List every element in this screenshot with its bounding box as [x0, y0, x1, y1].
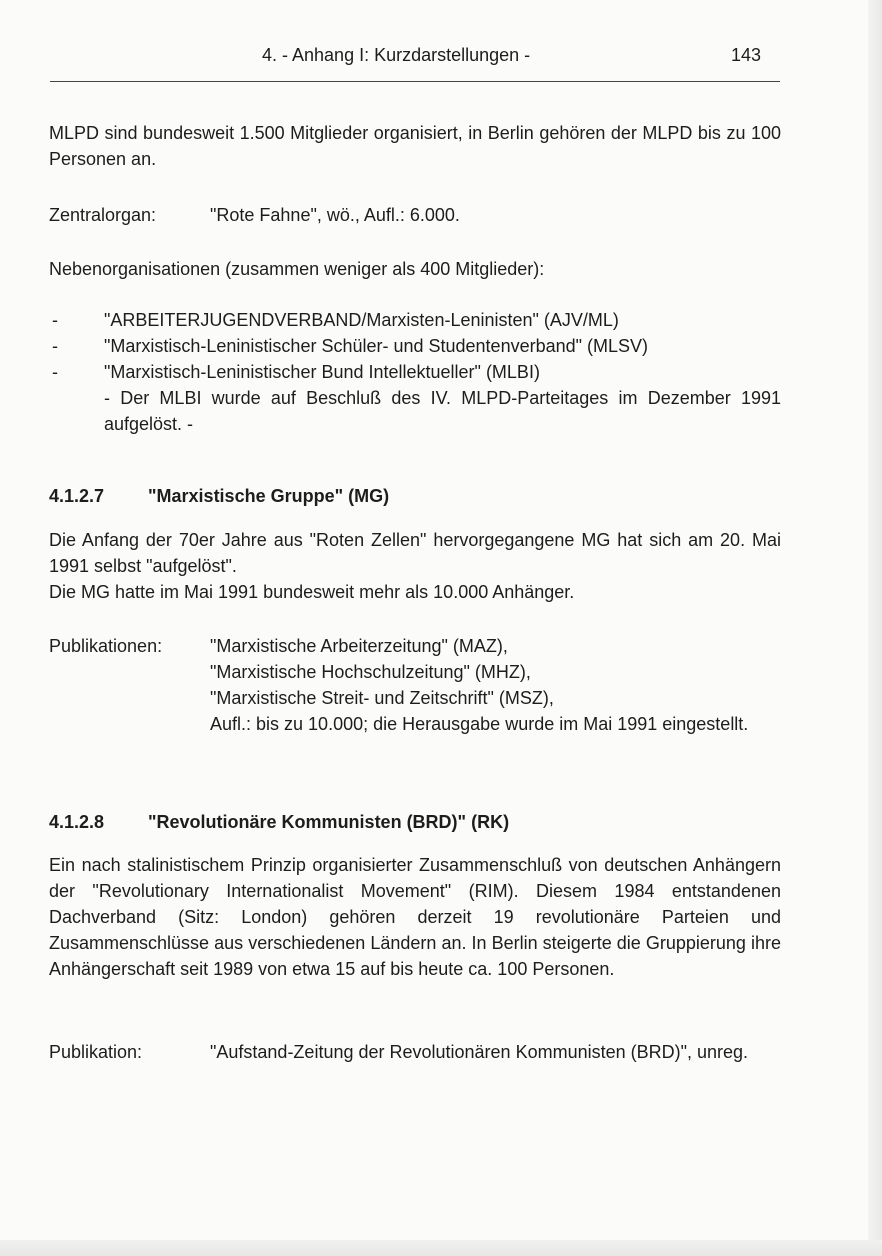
mlpd-intro-paragraph: MLPD sind bundesweit 1.500 Mitglieder organisiert, in Berlin gehören der MLPD bis zu 100 Personen an. — [49, 123, 781, 169]
publication-line: "Marxistische Streit- und Zeitschrift" (MSZ), — [210, 688, 554, 708]
publikationen-label: Publikationen: — [49, 636, 163, 656]
publication-value: "Aufstand-Zeitung der Revolutionären Kommunisten (BRD)", unreg. — [210, 1042, 749, 1062]
publication-line: "Marxistische Hochschulzeitung" (MHZ), — [210, 662, 531, 682]
publication-line: "Marxistische Arbeiterzeitung" (MAZ), — [210, 636, 508, 656]
section-number: 4.1.2.7 — [49, 486, 105, 506]
list-bullet: - — [52, 310, 58, 330]
publikation-label: Publikation: — [49, 1042, 143, 1062]
section-title: "Revolutionäre Kommunisten (BRD)" (RK) — [148, 812, 510, 832]
page-edge-shadow — [0, 1240, 882, 1256]
list-bullet: - — [52, 362, 58, 382]
section-title: "Marxistische Gruppe" (MG) — [148, 486, 390, 506]
list-item: "ARBEITERJUGENDVERBAND/Marxisten-Leninisten" (AJV/ML) — [104, 310, 619, 330]
mg-paragraph-2: Die MG hatte im Mai 1991 bundesweit mehr als 10.000 Anhänger. — [49, 582, 575, 602]
page-number: 143 — [731, 45, 762, 65]
list-item: "Marxistisch-Leninistischer Bund Intellektueller" (MLBI) — [104, 362, 540, 382]
section-number: 4.1.2.8 — [49, 812, 105, 832]
running-header-title: 4. - Anhang I: Kurzdarstellungen - — [262, 45, 531, 65]
list-item: "Marxistisch-Leninistischer Schüler- und Studentenverband" (MLSV) — [104, 336, 649, 356]
rk-paragraph: Ein nach stalinistischem Prinzip organisierter Zusammenschluß von deutschen Anhängern der "Revolutionary Internationalist Movement" (RIM). Diesem 1984 entstandenen Dachverband (Sitz: London) gehören derzeit 19 revolutionäre Parteien und Zusammenschlüsse aus verschiedenen Ländern an. In Berlin steigerte die Gruppierung ihre Anhängerschaft seit 1989 von etwa 15 auf bis heute ca. 100 Personen. — [49, 855, 781, 979]
page-edge-shadow — [868, 0, 882, 1256]
mlbi-note: - Der MLBI wurde auf Beschluß des IV. MLPD-Parteitages im Dezember 1991 aufgelöst. - — [104, 388, 781, 434]
nebenorganisationen-heading: Nebenorganisationen (zusammen weniger als 400 Mitglieder): — [49, 259, 545, 279]
publication-note: Aufl.: bis zu 10.000; die Herausgabe wurde im Mai 1991 eingestellt. — [210, 714, 749, 734]
zentralorgan-label: Zentralorgan: — [49, 205, 157, 225]
mg-paragraph: Die Anfang der 70er Jahre aus "Roten Zellen" hervorgegangene MG hat sich am 20. Mai 1991 selbst "aufgelöst". — [49, 530, 781, 576]
zentralorgan-value: "Rote Fahne", wö., Aufl.: 6.000. — [210, 205, 460, 225]
list-bullet: - — [52, 336, 58, 356]
header-rule — [50, 81, 780, 82]
